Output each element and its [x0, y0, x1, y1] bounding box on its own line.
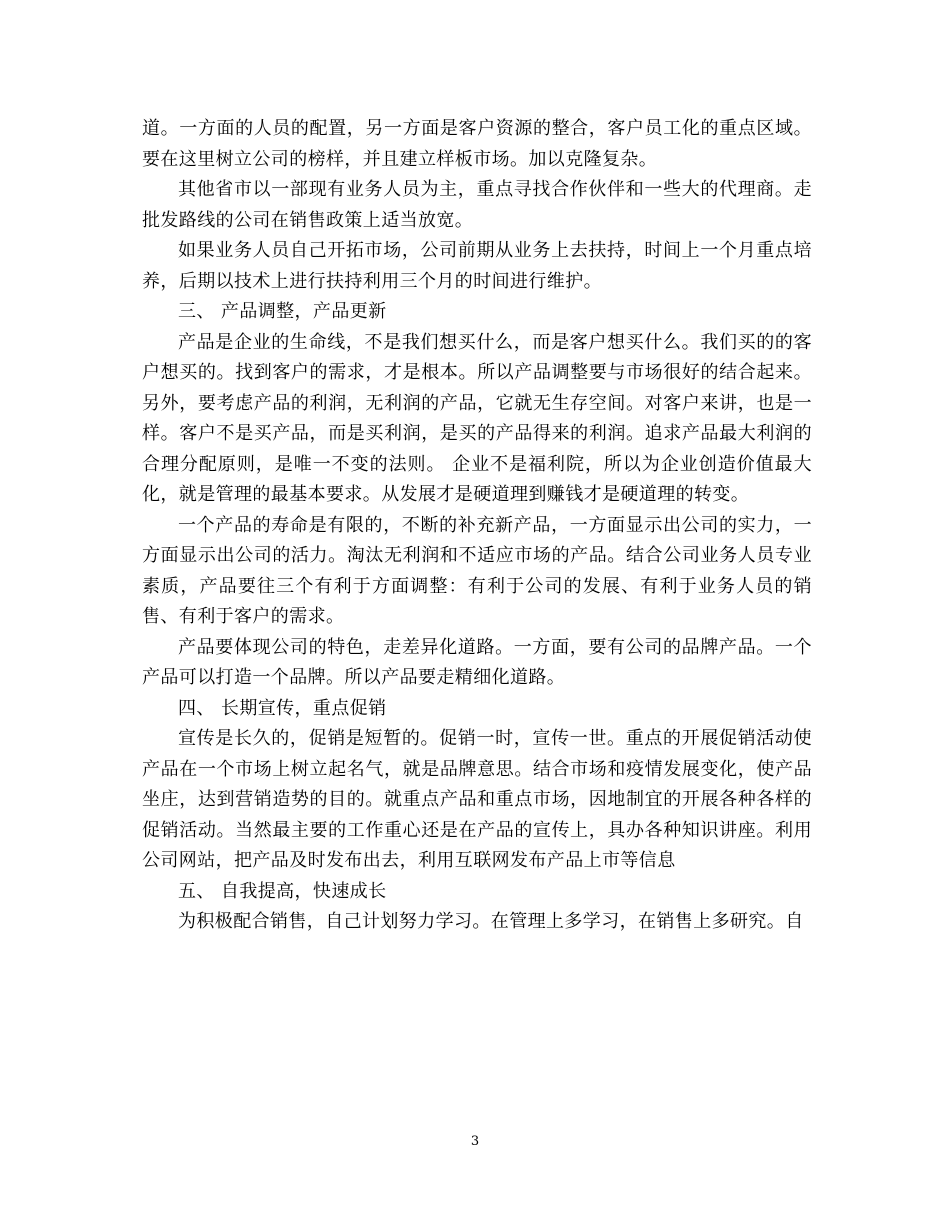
- paragraph-self-market: 如果业务人员自己开拓市场，公司前期从业务上去扶持，时间上一个月重点培养，后期以技术上进行扶持利用三个月的时间进行维护。: [142, 240, 812, 292]
- document-body: [142, 114, 812, 938]
- paragraph-product-lifespan: 一个产品的寿命是有限的，不断的补充新产品，一方面显示出公司的实力，一方面显示出公司的活力。淘汰无利润和不适应市场的产品。结合公司业务人员专业素质，产品要往三个有利于方面调整：有利于公司的发展、有利于业务人员的销售、有利于客户的需求。: [142, 514, 812, 627]
- paragraph-self-improvement: 为积极配合销售，自己计划努力学习。在管理上多学习，在销售上多研究。自: [178, 911, 804, 932]
- paragraph-product-lifeline: 产品是企业的生命线，不是我们想买什么，而是客户想买什么。我们买的的客户想买的。找到客户的需求，才是根本。所以产品调整要与市场很好的结合起来。另外，要考虑产品的利润，无利润的产品，它就无生存空间。对客户来讲，也是一样。客户不是买产品，而是买利润，是买的产品得来的利润。追求产品最大利润的合理分配原则，是唯一不变的法则。 企业不是福利院，所以为企业创造价值最大化，就是管理的最基本要求。从发展才是硬道理到赚钱才是硬道理的转变。: [142, 331, 812, 505]
- page-number: 3: [470, 1134, 480, 1149]
- paragraph-product-features: 产品要体现公司的特色，走差异化道路。一方面，要有公司的品牌产品。一个产品可以打造一个品牌。所以产品要走精细化道路。: [142, 636, 812, 688]
- paragraph-other-provinces: 其他省市以一部现有业务人员为主，重点寻找合作伙伴和一些大的代理商。走批发路线的公司在销售政策上适当放宽。: [142, 179, 812, 231]
- section-heading-3: 三、 产品调整，产品更新: [178, 301, 387, 322]
- paragraph-continuation: 道。一方面的人员的配置，另一方面是客户资源的整合，客户员工化的重点区域。要在这里树立公司的榜样，并且建立样板市场。加以克隆复杂。: [142, 118, 812, 170]
- section-heading-5: 五、 自我提高，快速成长: [178, 880, 387, 902]
- section-heading-4: 四、 长期宣传，重点促销: [178, 697, 387, 719]
- paragraph-promotion: 宣传是长久的，促销是短暂的。促销一时，宣传一世。重点的开展促销活动使产品在一个市场上树立起名气，就是品牌意思。结合市场和疫情发展变化，使产品坐庄，达到营销造势的目的。就重点产品和重点市场，因地制宜的开展各种各样的促销活动。当然最主要的工作重心还是在产品的宣传上，具办各种知识讲座。利用公司网站，把产品及时发布出去，利用互联网发布产品上市等信息: [142, 728, 812, 871]
